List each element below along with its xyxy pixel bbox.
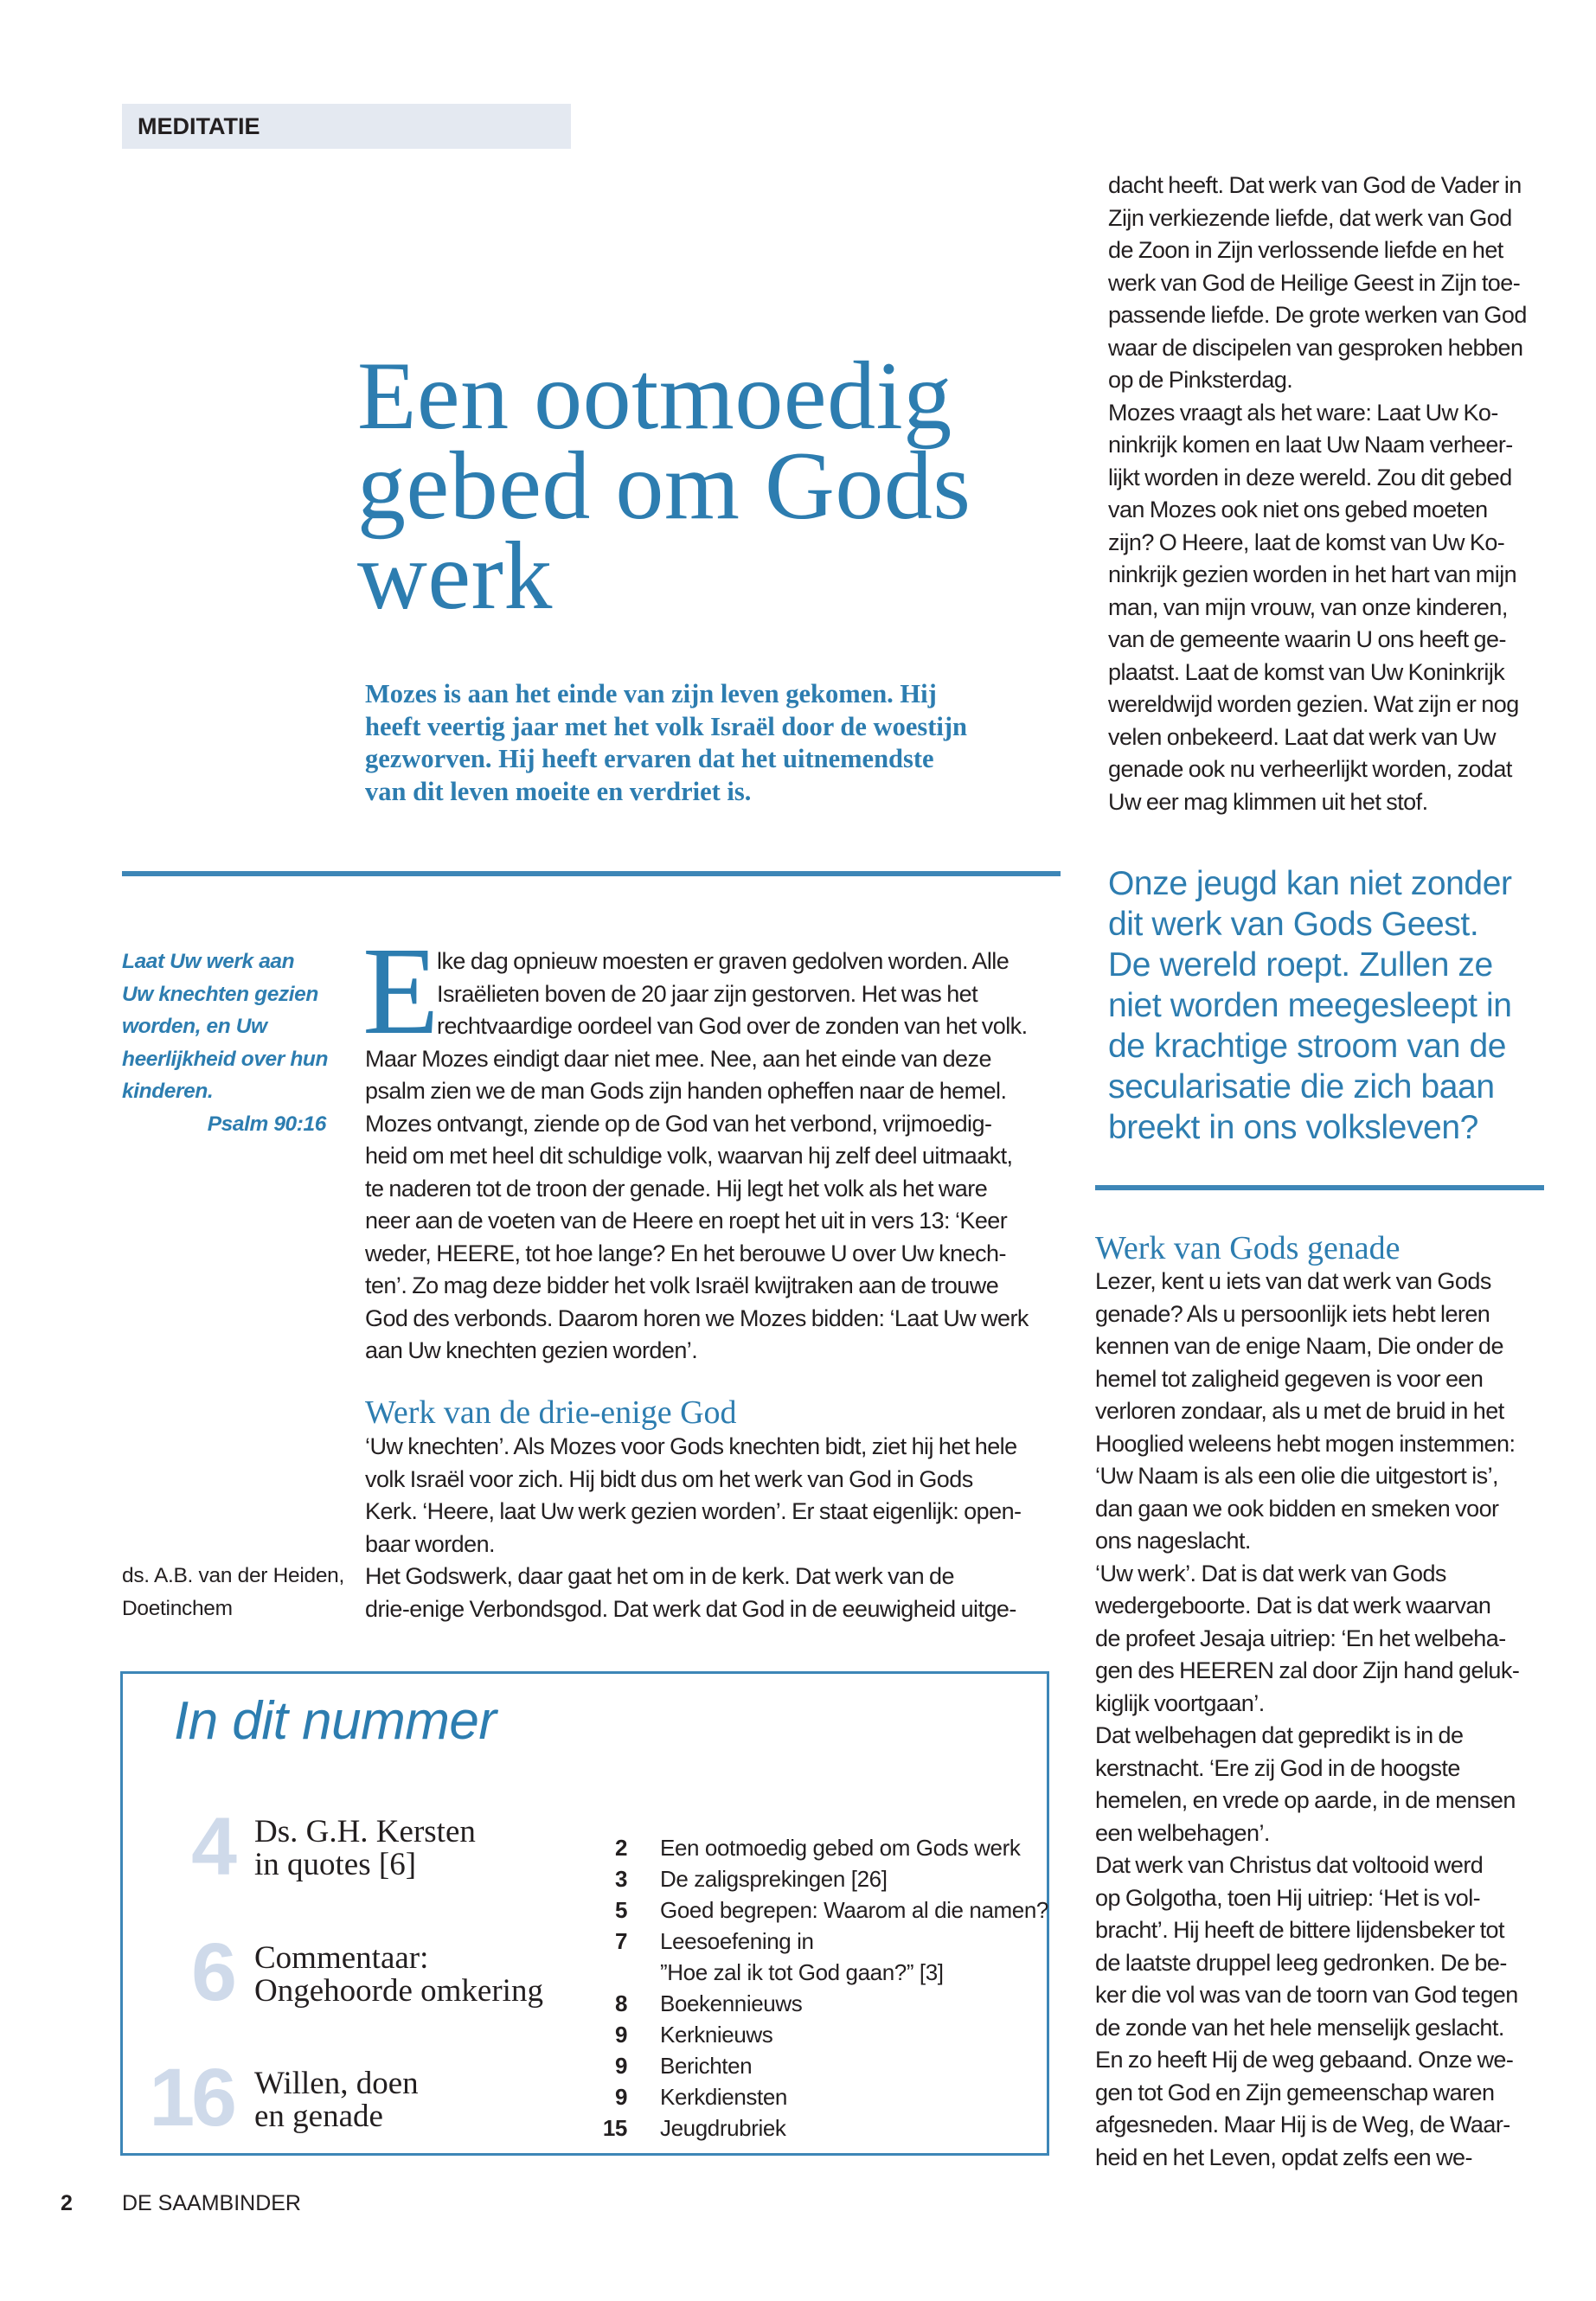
text-line: kiglijk voortgaan’. — [1095, 1689, 1265, 1716]
contents-title-line: Leesoefening in — [660, 1928, 814, 1954]
pull-quote — [1108, 863, 1541, 1148]
in-dit-nummer-title: In dit nummer — [174, 1691, 497, 1751]
pull-quote-line: secularisatie die zich baan — [1108, 1068, 1495, 1106]
text-line: ten’. Zo mag deze bidder het volk Israël kwijtraken aan de trouwe — [365, 1272, 999, 1298]
text-line: gen tot God en Zijn gemeenschap waren — [1095, 2079, 1495, 2106]
text-line: heid om met heel dit schuldige volk, waarvan hij zelf deel uitmaakt, — [365, 1143, 1013, 1169]
article-column-2-top — [1108, 170, 1558, 818]
subheading-gods-genade: Werk van Gods genade — [1095, 1230, 1401, 1266]
text-line: Lezer, kent u iets van dat werk van Gods — [1095, 1268, 1491, 1294]
contents-item[interactable] — [588, 1894, 1048, 1926]
contents-item[interactable] — [588, 1863, 1038, 1894]
text-line: waar de discipelen van gesproken hebben — [1108, 334, 1523, 361]
magazine-name: DE SAAMBINDER — [122, 2191, 301, 2215]
contents-title-line: ”Hoe zal ik tot God gaan?” [3] — [660, 1959, 944, 1985]
text-line: Israëlieten boven de 20 jaar zijn gestorven. Het was het — [437, 980, 978, 1007]
text-line: ninkrijk komen en laat Uw Naam verheer- — [1108, 432, 1513, 458]
text-line: aan Uw knechten gezien worden’. — [365, 1337, 698, 1363]
quote-line: kinderen. — [122, 1080, 214, 1103]
text-line: kennen van de enige Naam, Die onder de — [1095, 1333, 1503, 1359]
text-line: Zijn verkiezende liefde, dat werk van God — [1108, 204, 1512, 231]
contents-title: De zaligsprekingen [26] — [660, 1866, 888, 1892]
contents-item[interactable] — [588, 1926, 1038, 1988]
text-line: Hooglied weleens hebt mogen instemmen: — [1095, 1430, 1516, 1457]
feature-title-line: en genade — [254, 2099, 383, 2134]
pull-quote-line: Onze jeugd kan niet zonder — [1108, 865, 1512, 902]
contents-page: 9 — [614, 2084, 627, 2110]
contents-title: Kerknieuws — [660, 2022, 773, 2048]
feature-link-commentaar[interactable] — [254, 1942, 543, 2008]
headline-line: gebed om Gods — [357, 433, 971, 540]
contents-title: Goed begrepen: Waarom al die namen? — [660, 1897, 1048, 1923]
text-line: gen des HEEREN zal door Zijn hand geluk- — [1095, 1657, 1520, 1683]
text-line: Kerk. ‘Heere, laat Uw werk gezien worden’. Er staat eigenlijk: open- — [365, 1498, 1022, 1524]
article-paragraph-2 — [365, 1431, 1057, 1625]
author-credit — [122, 1560, 347, 1625]
text-line: Uw eer mag klimmen uit het stof. — [1108, 788, 1428, 815]
pull-quote-rule — [1095, 1185, 1544, 1190]
contents-item[interactable] — [588, 2019, 1038, 2050]
subheading-drie-enige-god: Werk van de drie-enige God — [365, 1394, 737, 1431]
feature-number: 6 — [191, 1926, 234, 2018]
contents-page: 5 — [614, 1897, 627, 1923]
headline-line: Een ootmoedig — [357, 343, 952, 450]
text-line: Mozes vraagt als het ware: Laat Uw Ko- — [1108, 399, 1498, 426]
text-line: de Zoon in Zijn verlossende liefde en het — [1108, 237, 1503, 263]
text-line: ker die vol was van de toorn van God tegen — [1095, 1982, 1518, 2008]
quote-line: Uw knechten gezien — [122, 982, 318, 1006]
text-line: passende liefde. De grote werken van God — [1108, 302, 1527, 328]
text-line: hemelen, en vrede op aarde, in de mensen — [1095, 1787, 1516, 1813]
text-line: zijn? O Heere, laat de komst van Uw Ko- — [1108, 529, 1505, 555]
text-line: Mozes ontvangt, ziende op de God van het verbond, vrijmoedig- — [365, 1110, 992, 1137]
text-line: de laatste druppel leeg gedronken. De be- — [1095, 1949, 1507, 1976]
contents-page: 8 — [614, 1990, 627, 2016]
pull-quote-line: breekt in ons volksleven? — [1108, 1109, 1478, 1146]
sidebar-quote — [122, 945, 330, 1140]
intro-line: gezworven. Hij heeft ervaren dat het uitnemendste — [365, 744, 934, 773]
text-line: dan gaan we ook bidden en smeken voor — [1095, 1495, 1499, 1522]
text-line: rechtvaardige oordeel van God over de zonden van het volk. — [437, 1013, 1028, 1039]
text-line: volk Israël voor zich. Hij bidt dus om het werk van God in Gods — [365, 1465, 973, 1492]
text-line: ‘Uw Naam is als een olie die uitgestort is’, — [1095, 1463, 1499, 1489]
text-line: dacht heeft. Dat werk van God de Vader in — [1108, 172, 1522, 198]
contents-title: Kerkdiensten — [660, 2084, 787, 2110]
text-line: te naderen tot de troon der genade. Hij legt het volk als het ware — [365, 1175, 988, 1202]
contents-title: Berichten — [660, 2053, 753, 2079]
text-line: Maar Mozes eindigt daar niet mee. Nee, aan het einde van deze — [365, 1045, 991, 1072]
feature-title-line: Willen, doen — [254, 2066, 419, 2101]
text-line: velen onbekeerd. Laat dat werk van Uw — [1108, 723, 1496, 750]
quote-line: heerlijkheid over hun — [122, 1047, 329, 1071]
contents-item[interactable] — [588, 2081, 1038, 2112]
contents-list — [588, 1832, 1048, 2144]
intro-line: van dit leven moeite en verdriet is. — [365, 776, 752, 806]
text-line: En zo heeft Hij de weg gebaand. Onze we- — [1095, 2047, 1514, 2073]
contents-item[interactable] — [588, 1832, 1038, 1863]
contents-title: Boekennieuws — [660, 1990, 803, 2016]
quote-reference: Psalm 90:16 — [207, 1112, 326, 1136]
contents-page: 7 — [614, 1928, 627, 1954]
feature-title-line: Commentaar: — [254, 1940, 429, 1976]
feature-title-line: Ds. G.H. Kersten — [254, 1814, 476, 1849]
text-line: baar worden. — [365, 1530, 495, 1557]
text-line: ninkrijk gezien worden in het hart van mijn — [1108, 561, 1517, 587]
feature-link-kersten[interactable] — [254, 1816, 476, 1881]
text-line: de zonde van het hele menselijk geslacht. — [1095, 2014, 1504, 2041]
text-line: van de gemeente waarin U ons heeft ge- — [1108, 626, 1506, 652]
text-line: genade ook nu verheerlijkt worden, zodat — [1108, 756, 1512, 782]
contents-page: 9 — [614, 2022, 627, 2048]
text-line: drie-enige Verbondsgod. Dat werk dat God in de eeuwigheid uitge- — [365, 1595, 1016, 1622]
text-line: een welbehagen’. — [1095, 1819, 1270, 1846]
author-location: Doetinchem — [122, 1597, 233, 1620]
intro-line: heeft veertig jaar met het volk Israël door de woestijn — [365, 711, 967, 741]
quote-line: Laat Uw werk aan — [122, 950, 295, 973]
text-line: hemel tot zaligheid gegeven is voor een — [1095, 1365, 1484, 1392]
text-line: op de Pinksterdag. — [1108, 367, 1293, 393]
contents-item[interactable] — [588, 1988, 1038, 2019]
text-line: neer aan de voeten van de Heere en roept het uit in vers 13: ‘Keer — [365, 1208, 1008, 1234]
text-line: genade? Als u persoonlijk iets hebt leren — [1095, 1300, 1490, 1327]
feature-title-line: in quotes [6] — [254, 1847, 417, 1882]
text-line: de profeet Jesaja uitriep: ‘En het welbeha- — [1095, 1625, 1506, 1651]
text-line: verloren zondaar, als u met de bruid in het — [1095, 1398, 1504, 1424]
text-line: ons nageslacht. — [1095, 1528, 1251, 1554]
text-line: ‘Uw werk’. Dat is dat werk van Gods — [1095, 1560, 1446, 1586]
intro-line: Mozes is aan het einde van zijn leven gekomen. Hij — [365, 679, 937, 708]
text-line: ‘Uw knechten’. Als Mozes voor Gods knechten bidt, ziet hij het hele — [365, 1433, 1017, 1459]
contents-item[interactable] — [588, 2112, 1038, 2144]
text-line: plaatst. Laat de komst van Uw Koninkrijk — [1108, 658, 1505, 685]
text-line: wereldwijd worden gezien. Wat zijn er nog — [1108, 691, 1519, 717]
article-paragraph-1 — [365, 945, 1057, 1368]
article-intro — [365, 678, 1074, 808]
text-line: Het Godswerk, daar gaat het om in de kerk. Dat werk van de — [365, 1563, 954, 1589]
feature-link-willen[interactable] — [254, 2067, 419, 2133]
text-line: Dat werk van Christus dat voltooid werd — [1095, 1852, 1484, 1878]
page-number: 2 — [61, 2191, 73, 2215]
text-line: werk van God de Heilige Geest in Zijn toe- — [1108, 269, 1521, 296]
author-name: ds. A.B. van der Heiden, — [122, 1564, 345, 1587]
text-line: psalm zien we de man Gods zijn handen opheffen naar de hemel. — [365, 1078, 1007, 1104]
quote-line: worden, en Uw — [122, 1015, 267, 1038]
pull-quote-line: niet worden meegesleept in — [1108, 987, 1512, 1024]
contents-item[interactable] — [588, 2050, 1038, 2081]
contents-title — [660, 1926, 944, 1988]
text-line: afgesneden. Maar Hij is de Weg, de Waar- — [1095, 2112, 1510, 2138]
text-line: wedergeboorte. Dat is dat werk waarvan — [1095, 1593, 1491, 1618]
text-line: lijkt worden in deze wereld. Zou dit gebed — [1108, 464, 1512, 490]
text-line: kerstnacht. ‘Ere zij God in de hoogste — [1095, 1754, 1460, 1781]
text-line: God des verbonds. Daarom horen we Mozes bidden: ‘Laat Uw werk — [365, 1304, 1029, 1331]
feature-number: 16 — [149, 2052, 234, 2144]
text-line: op Golgotha, toen Hij uitriep: ‘Het is vol- — [1095, 1884, 1481, 1911]
article-headline — [357, 343, 1101, 630]
feature-number: 4 — [191, 1801, 234, 1893]
pull-quote-line: de krachtige stroom van de — [1108, 1028, 1507, 1065]
text-line: heid en het Leven, opdat zelfs een we- — [1095, 2144, 1472, 2170]
text-line: lke dag opnieuw moesten er graven gedolven worden. Alle — [437, 948, 1010, 974]
text-line: Dat welbehagen dat gepredikt is in de — [1095, 1722, 1464, 1748]
pull-quote-line: De wereld roept. Zullen ze — [1108, 946, 1493, 984]
text-line: weder, HEERE, tot hoe lange? En het berouwe U over Uw knech- — [365, 1240, 1006, 1266]
section-label: MEDITATIE — [122, 104, 571, 149]
divider-rule — [122, 871, 1061, 876]
text-line: man, van mijn vrouw, van onze kinderen, — [1108, 593, 1508, 620]
feature-title-line: Ongehoorde omkering — [254, 1973, 543, 2009]
contents-page: 15 — [602, 2115, 627, 2141]
contents-page: 3 — [614, 1866, 627, 1892]
contents-title: Jeugdrubriek — [660, 2115, 786, 2141]
text-line: van Mozes ook niet ons gebed moeten — [1108, 497, 1488, 522]
drop-cap: E — [362, 922, 439, 1061]
headline-line: werk — [357, 522, 553, 630]
article-column-2-bottom — [1095, 1266, 1554, 2174]
contents-page: 9 — [614, 2053, 627, 2079]
contents-title: Een ootmoedig gebed om Gods werk — [660, 1835, 1021, 1861]
pull-quote-line: dit werk van Gods Geest. — [1108, 906, 1479, 943]
contents-page: 2 — [614, 1835, 627, 1861]
text-line: bracht’. Hij heeft de bittere lijdensbeker tot — [1095, 1917, 1504, 1943]
